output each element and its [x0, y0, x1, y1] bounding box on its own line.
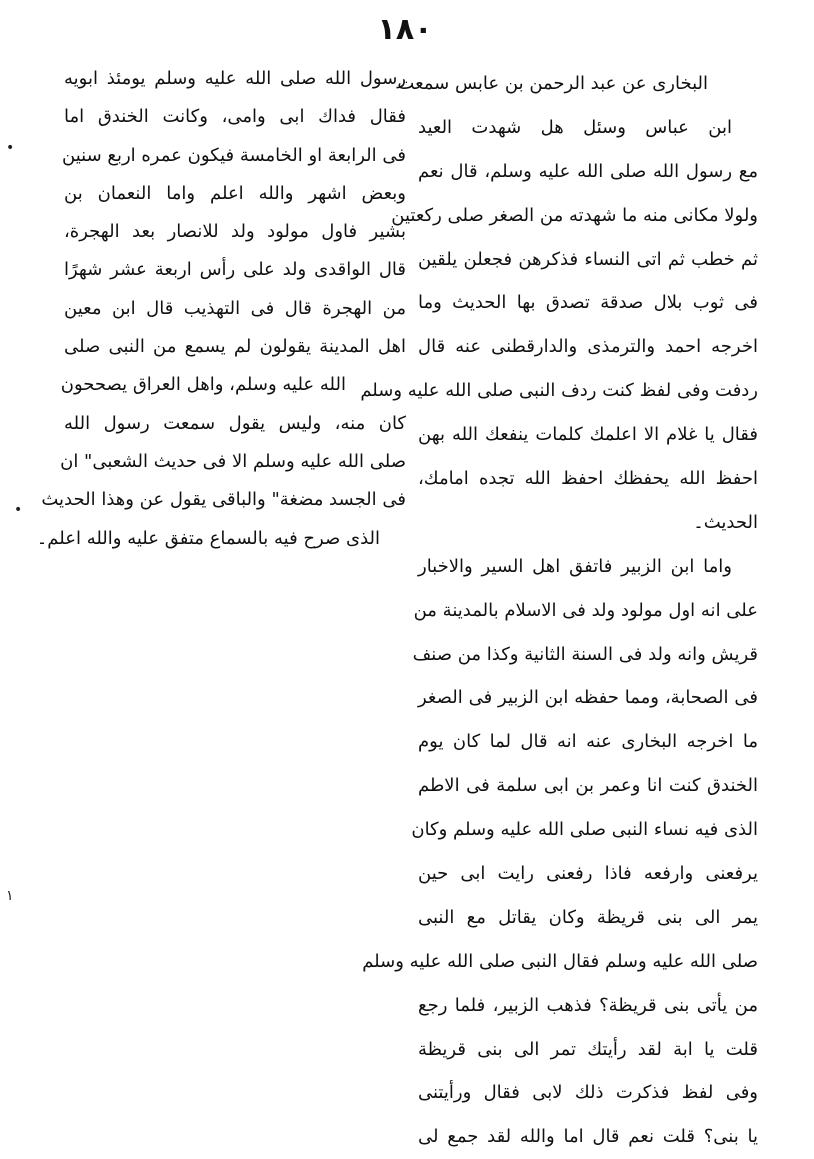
text-line: واما ابن الزبير فاتفق اهل السير والاخبار — [418, 555, 732, 577]
text-line: بشير فاول مولود ولد للانصار بعد الهجرة، — [64, 221, 406, 243]
text-line: احفظ الله يحفظك احفظ الله تجده امامك، — [418, 468, 758, 490]
text-line: البخارى عن عبد الرحمن بن عابس سمعت — [397, 73, 708, 94]
text-line: فى الصحابة، ومما حفظه ابن الزبير فى الصغر — [418, 687, 758, 709]
text-line: رسول الله صلى الله عليه وسلم يومئذ ابويه — [64, 68, 406, 89]
text-line: اخرجه احمد والترمذى والدارقطنى عنه قال — [418, 336, 758, 358]
text-line: كان منه، وليس يقول سمعت رسول الله — [64, 412, 406, 434]
text-line: صلى الله عليه وسلم فقال النبى صلى الله عليه وسلم — [362, 950, 758, 972]
right-column — [360, 62, 758, 1159]
text-line: ولولا مكانى منه ما شهدته من الصغر صلى ركعتين — [391, 204, 758, 226]
text-line: مع رسول الله صلى الله عليه وسلم، قال نعم — [418, 160, 758, 182]
text-line: وفى لفظ فذكرت ذلك لابى فقال ورأيتنى — [418, 1082, 758, 1104]
text-line: اهل المدينة يقولون لم يسمع من النبى صلى — [64, 336, 406, 358]
text-line: قريش وانه ولد فى السنة الثانية وكذا من صنف — [412, 643, 758, 665]
text-line: فى الرابعة او الخامسة فيكون عمره اربع سنين — [62, 144, 406, 166]
text-line: من الهجرة قال فى التهذيب قال ابن معين — [64, 297, 406, 319]
text-line: الذى صرح فيه بالسماع متفق عليه والله اعلم۔ — [36, 527, 380, 549]
text-line: من يأتى بنى قريظة؟ فذهب الزبير، فلما رجع — [418, 994, 758, 1016]
text-line: قال الواقدى ولد على رأس اربعة عشر شهرًا — [64, 259, 406, 281]
text-line: قلت يا ابة لقد رأيتك تمر الى بنى قريظة — [418, 1038, 758, 1060]
margin-mark: • — [14, 502, 23, 518]
text-line: ابن عباس وسئل هل شهدت العيد — [418, 116, 732, 138]
text-line: ما اخرجه البخارى عنه انه قال لما كان يوم — [418, 731, 758, 753]
text-line: يا بنى؟ قلت نعم قال اما والله لقد جمع لى — [418, 1126, 758, 1148]
text-line: الذى فيه نساء النبى صلى الله عليه وسلم وكان — [411, 819, 758, 841]
text-line: فقال يا غلام الا اعلمك كلمات ينفعك الله بهن — [418, 424, 758, 446]
text-line: فقال فداك ابى وامى، وكانت الخندق اما — [64, 106, 406, 128]
text-line: ثم خطب ثم اتى النساء فذكرهن فجعلن يلقين — [418, 248, 758, 270]
text-line: الحديث۔ — [693, 511, 758, 533]
text-line: يمر الى بنى قريظة وكان يقاتل مع النبى — [418, 906, 758, 928]
text-line: الله عليه وسلم، واهل العراق يصححون — [60, 374, 346, 396]
margin-mark: • — [6, 140, 15, 156]
page-number: ١٨٠ — [377, 12, 433, 47]
text-line: على انه اول مولود ولد فى الاسلام بالمدينة من — [413, 599, 758, 621]
left-column — [36, 60, 406, 558]
text-line: فى الجسد مضغة" والباقى يقول عن وهذا الحديث — [41, 489, 406, 511]
text-line: يرفعنى وارفعه فاذا رفعنى رايت ابى حين — [418, 863, 758, 885]
text-line: ردفت وفى لفظ كنت ردف النبى صلى الله عليه وسلم — [360, 380, 758, 402]
text-line: صلى الله عليه وسلم الا فى حديث الشعبى" ان — [60, 450, 406, 472]
text-line: فى ثوب بلال صدقة تصدق بها الحديث وما — [418, 292, 758, 314]
margin-mark: ١ — [6, 888, 14, 904]
text-line: وبعض اشهر والله اعلم واما النعمان بن — [64, 182, 406, 204]
text-line: الخندق كنت انا وعمر بن ابى سلمة فى الاطم — [418, 775, 758, 797]
